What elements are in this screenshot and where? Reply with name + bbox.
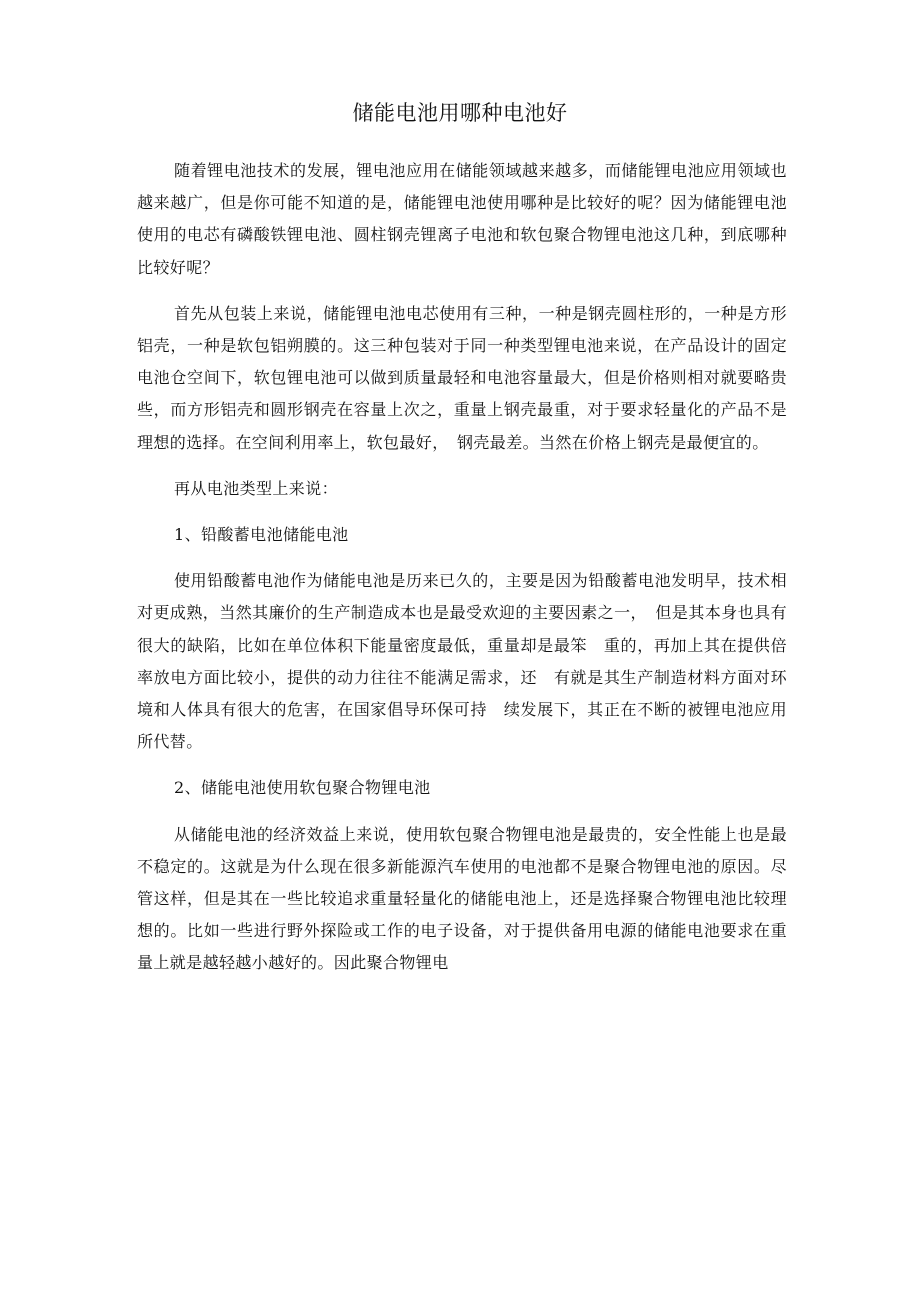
section-heading-lead-acid: 1、铅酸蓄电池储能电池 bbox=[174, 525, 349, 545]
paragraph-packaging: 首先从包装上来说，储能锂电池电芯使用有三种，一种是钢壳圆柱形的，一种是方形铝壳，一种是软包铝朔膜的。这三种包装对于同一种类型锂电池来说，在产品设计的固定电池仓空间下，软包锂电池可以做到质量最轻和电池容量最大，但是价格则相对就要略贵些，而方形铝壳和圆形钢壳在容量上次之，重量上钢壳最重，对于要求轻量化的产品不是理想的选择。在空间利用率上，软包最好， 钢壳最差。当然在价格上钢壳是最便宜的。 bbox=[137, 303, 787, 452]
page-title: 储能电池用哪种电池好 bbox=[352, 101, 568, 125]
paragraph-lead-acid: 使用铅酸蓄电池作为储能电池是历来已久的，主要是因为铅酸蓄电池发明早，技术相对更成熟，当然其廉价的生产制造成本也是最受欢迎的主要因素之一， 但是其本身也具有很大的缺陷，比如在单位体积下能量密度最低，重量却是最笨 重的，再加上其在提供倍率放电方面比较小，提供的动力往往不能满足需求，还 有就是其生产制造材料方面对环境和人体具有很大的危害，在国家倡导环保可持 续发展下，其正在不断的被锂电池应用所代替。 bbox=[137, 571, 787, 752]
document-body bbox=[137, 155, 787, 980]
section-heading-polymer: 2、储能电池使用软包聚合物锂电池 bbox=[174, 778, 431, 798]
paragraph-types-intro: 再从电池类型上来说： bbox=[174, 478, 339, 498]
paragraph-intro: 随着锂电池技术的发展，锂电池应用在储能领域越来越多，而储能锂电池应用领域也越来越广，但是你可能不知道的是，储能锂电池使用哪种是比较好的呢？因为储能锂电池使用的电芯有磷酸铁锂电池、圆柱钢壳锂离子电池和软包聚合物锂电池这几种，到底哪种比较好呢？ bbox=[137, 161, 787, 277]
paragraph-polymer: 从储能电池的经济效益上来说，使用软包聚合物锂电池是最贵的，安全性能上也是最不稳定的。这就是为什么现在很多新能源汽车使用的电池都不是聚合物锂电池的原因。尽管这样，但是其在一些比较追求重量轻量化的储能电池上，还是选择聚合物锂电池比较理想的。比如一些进行野外探险或工作的电子设备，对于提供备用电源的储能电池要求在重量上就是越轻越小越好的。因此聚合物锂电 bbox=[137, 824, 787, 973]
